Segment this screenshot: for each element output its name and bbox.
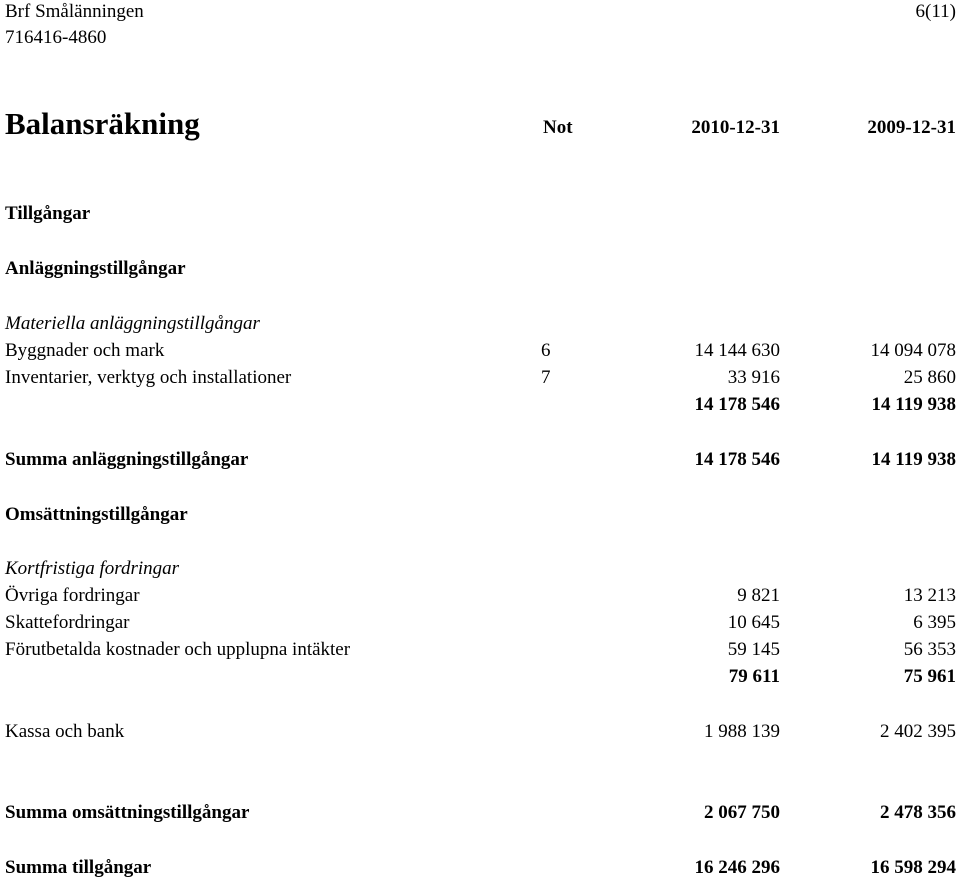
row-label: Kassa och bank bbox=[5, 721, 125, 742]
row-label: Övriga fordringar bbox=[5, 585, 140, 606]
total-current-value: 2 067 750 bbox=[704, 802, 780, 823]
subtotal-current-value: 79 611 bbox=[728, 666, 780, 687]
page-number: 6(11) bbox=[915, 1, 956, 22]
grand-total-label: Summa tillgångar bbox=[5, 857, 152, 878]
row-previous-value: 56 353 bbox=[903, 639, 956, 660]
row-current-value: 9 821 bbox=[737, 585, 780, 606]
subtotal-previous-value: 14 119 938 bbox=[871, 394, 956, 415]
subtotal-previous-value: 75 961 bbox=[903, 666, 956, 687]
subsection-tangible-fixed-assets: Materiella anläggningstillgångar bbox=[5, 313, 260, 334]
page-title: Balansräkning bbox=[5, 106, 200, 141]
grand-total-previous-value: 16 598 294 bbox=[870, 857, 956, 878]
total-previous-value: 14 119 938 bbox=[871, 449, 956, 470]
row-note: 6 bbox=[541, 340, 551, 361]
org-name: Brf Smålänningen bbox=[5, 1, 144, 22]
row-current-value: 33 916 bbox=[727, 367, 780, 388]
row-label: Förutbetalda kostnader och upplupna intäkter bbox=[5, 639, 351, 660]
org-number: 716416-4860 bbox=[5, 27, 107, 48]
row-previous-value: 14 094 078 bbox=[870, 340, 956, 361]
row-note: 7 bbox=[541, 367, 551, 388]
row-label: Byggnader och mark bbox=[5, 340, 165, 361]
subtotal-current-value: 14 178 546 bbox=[694, 394, 780, 415]
column-header-current-year: 2010-12-31 bbox=[691, 117, 780, 138]
total-label: Summa omsättningstillgångar bbox=[5, 802, 250, 823]
total-current-value: 14 178 546 bbox=[694, 449, 780, 470]
row-current-value: 14 144 630 bbox=[694, 340, 780, 361]
column-header-previous-year: 2009-12-31 bbox=[867, 117, 956, 138]
total-label: Summa anläggningstillgångar bbox=[5, 449, 249, 470]
column-header-note: Not bbox=[543, 117, 573, 138]
section-assets: Tillgångar bbox=[5, 203, 91, 224]
row-label: Skattefordringar bbox=[5, 612, 130, 633]
row-previous-value: 2 402 395 bbox=[880, 721, 956, 742]
total-previous-value: 2 478 356 bbox=[880, 802, 956, 823]
section-current-assets: Omsättningstillgångar bbox=[5, 504, 188, 525]
subsection-short-term-receivables: Kortfristiga fordringar bbox=[5, 558, 180, 579]
row-previous-value: 6 395 bbox=[913, 612, 956, 633]
row-previous-value: 25 860 bbox=[903, 367, 956, 388]
section-fixed-assets: Anläggningstillgångar bbox=[5, 258, 186, 279]
row-current-value: 1 988 139 bbox=[704, 721, 780, 742]
row-current-value: 59 145 bbox=[727, 639, 780, 660]
row-previous-value: 13 213 bbox=[903, 585, 956, 606]
row-label: Inventarier, verktyg och installationer bbox=[5, 367, 292, 388]
row-current-value: 10 645 bbox=[727, 612, 780, 633]
grand-total-current-value: 16 246 296 bbox=[694, 857, 780, 878]
